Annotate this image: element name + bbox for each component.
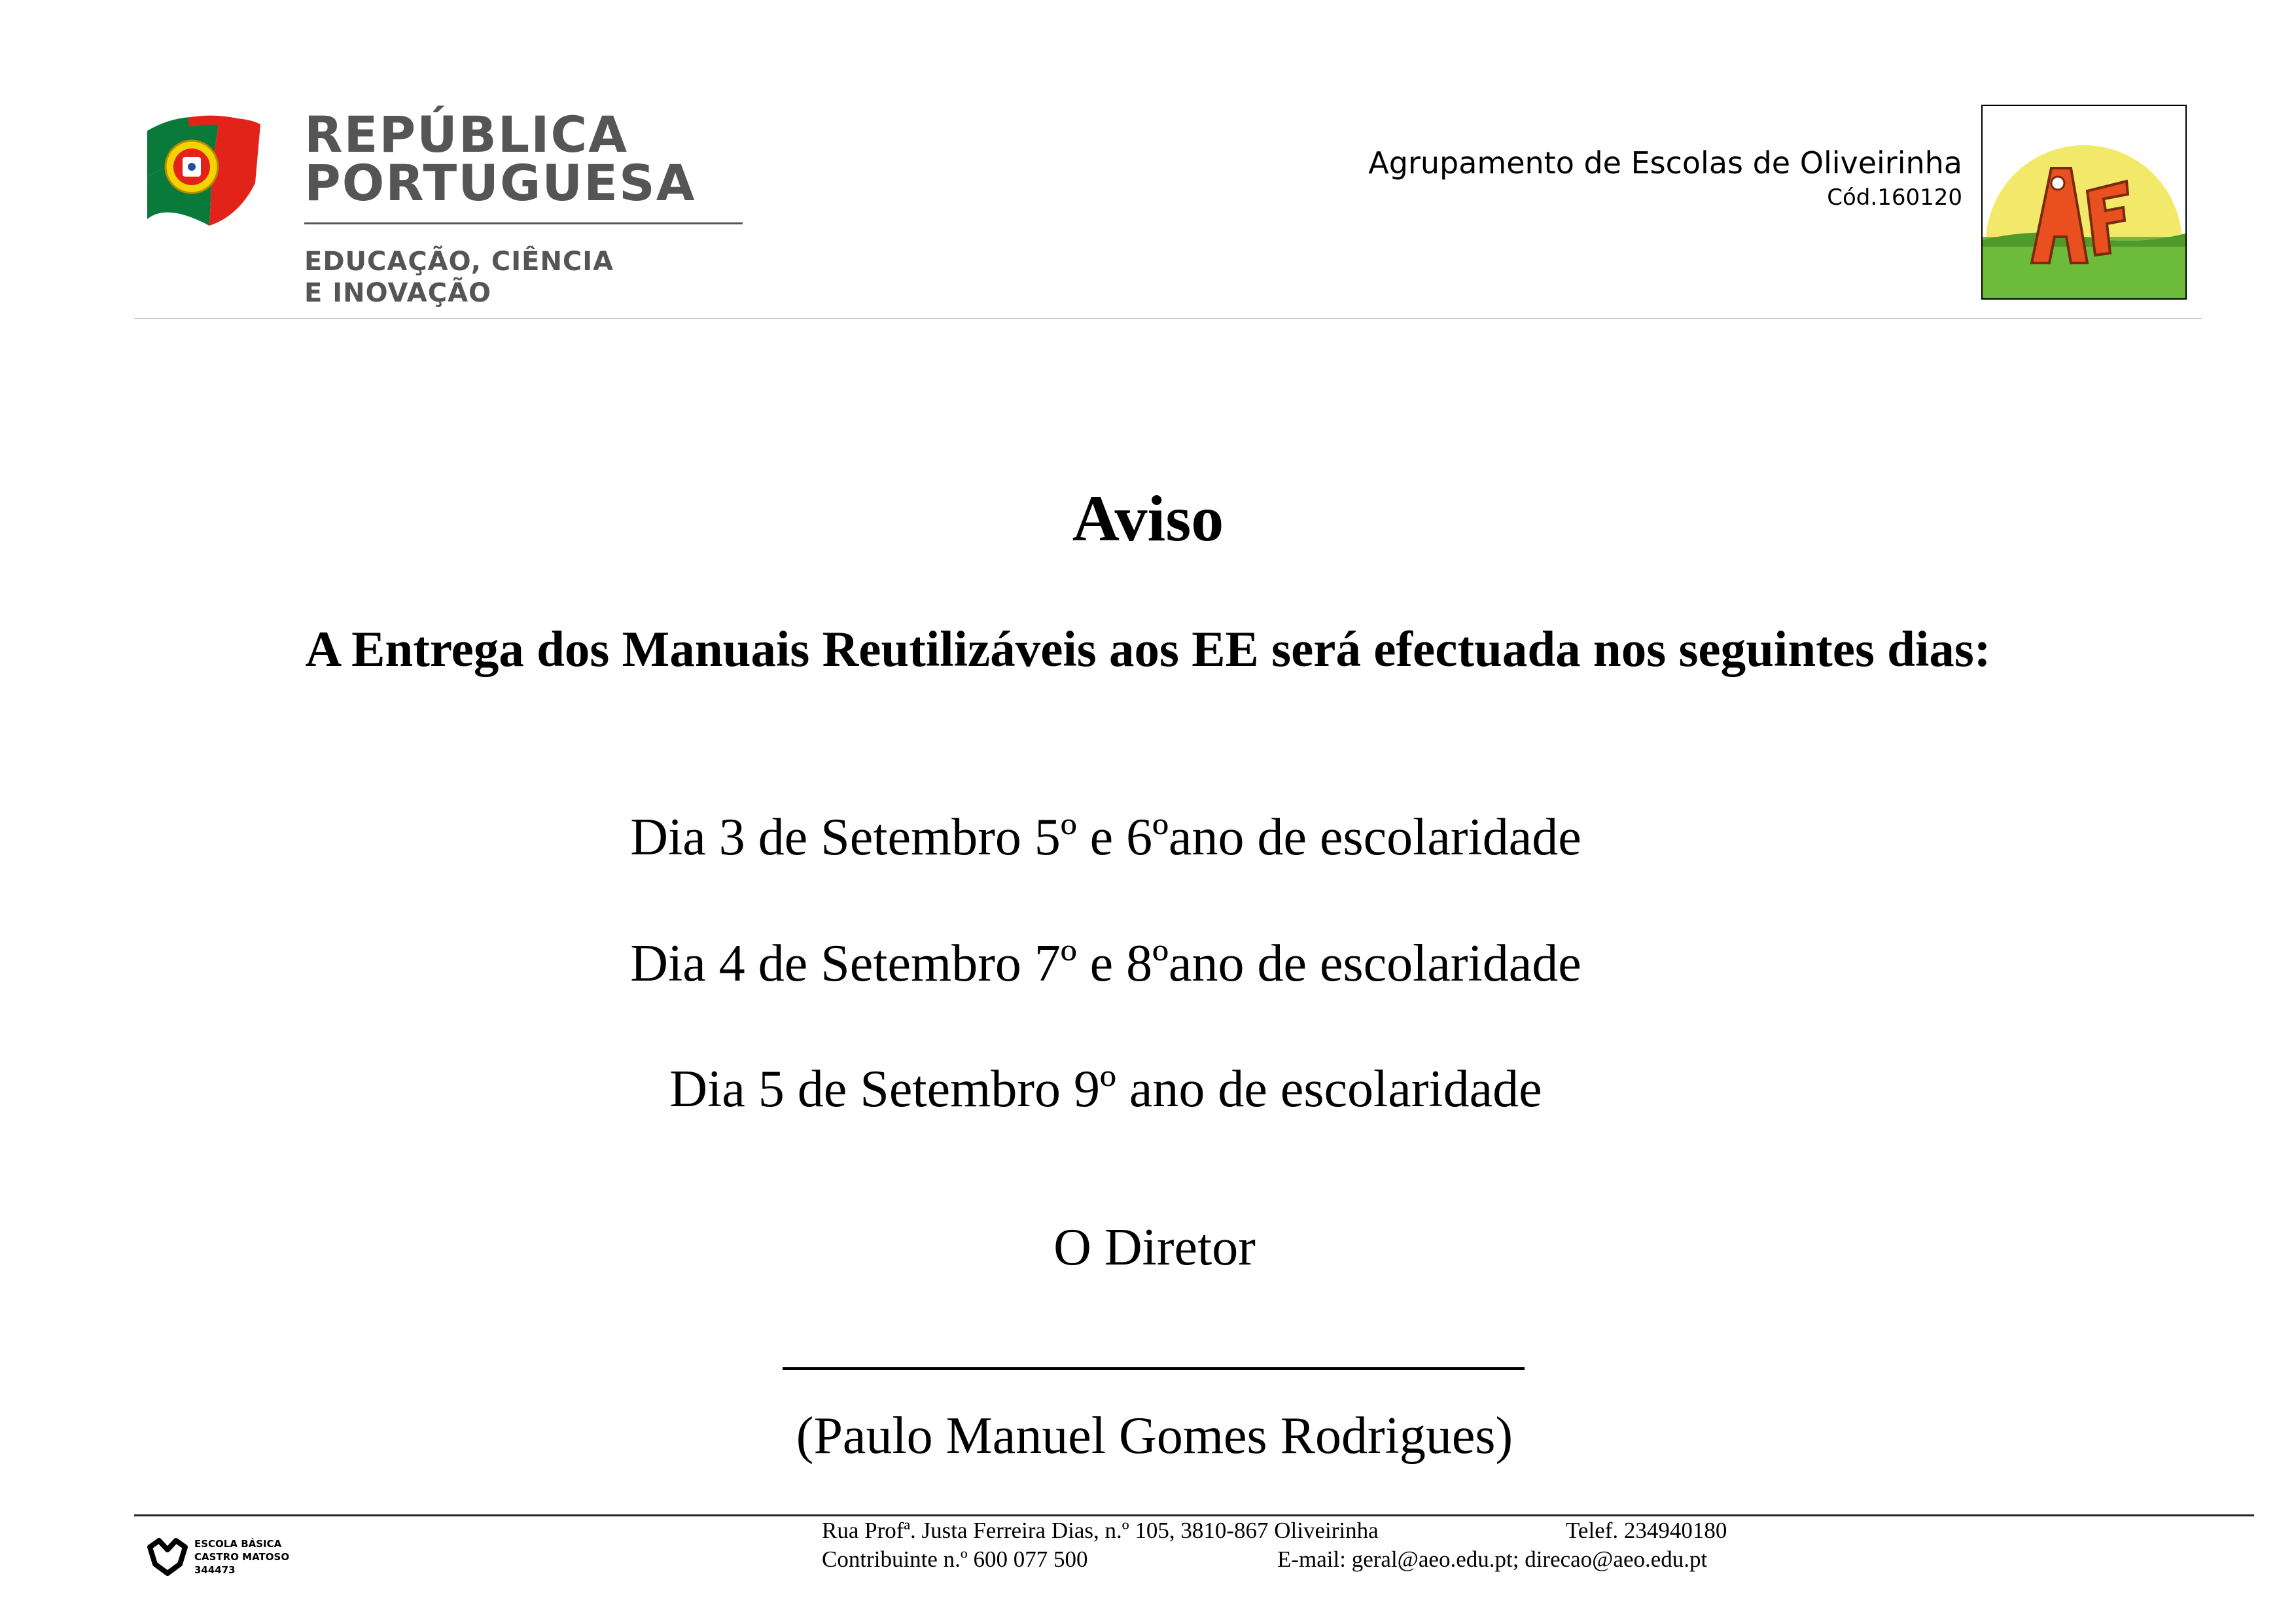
notice-title: Aviso [1072,482,1224,555]
footer-logo-line2: CASTRO MATOSO [194,1551,290,1563]
government-logo [141,103,756,313]
school-logo-icon [1983,106,2185,298]
footer-logo-line3: 344473 [194,1564,236,1576]
notice-subtitle: A Entrega dos Manuais Reutilizáveis aos EE será efectuada nos seguintes dias: [305,621,1991,677]
school-group-name: Agrupamento de Escolas de Oliveirinha [1368,145,1962,181]
signature-line [783,1367,1525,1370]
director-name: (Paulo Manuel Gomes Rodrigues) [796,1407,1513,1465]
portugal-flag-icon [141,105,262,226]
school-group-logo [1981,105,2187,300]
gov-logo-divider [304,222,743,224]
footer-email: E-mail: geral@aeo.edu.pt; direcao@aeo.edu.pt [1277,1546,1708,1572]
delivery-day-1: Dia 3 de Setembro 5º e 6ºano de escolaridade [630,809,1581,866]
gov-line2: PORTUGUESA [304,154,696,212]
footer-address: Rua Profª. Justa Ferreira Dias, n.º 105, 3810-867 Oliveirinha [822,1518,1379,1543]
footer-tax-number: Contribuinte n.º 600 077 500 [822,1546,1088,1572]
gov-ministry-line2: E INOVAÇÃO [304,278,492,308]
footer-logo-line1: ESCOLA BÁSICA [194,1538,282,1550]
footer-divider [134,1514,2254,1516]
school-group-code: Cód.160120 [1827,184,1962,211]
delivery-day-2: Dia 4 de Setembro 7º e 8ºano de escolaridade [630,935,1581,992]
director-role: O Diretor [1053,1219,1256,1276]
delivery-day-3: Dia 5 de Setembro 9º ano de escolaridade [669,1060,1542,1118]
header-divider [134,318,2202,319]
footer-school-logo [147,1534,317,1580]
gov-line1: REPÚBLICA [304,105,629,164]
school-basica-logo-icon [147,1538,188,1576]
footer-phone: Telef. 234940180 [1566,1518,1727,1543]
gov-ministry-line1: EDUCAÇÃO, CIÊNCIA [304,247,614,277]
